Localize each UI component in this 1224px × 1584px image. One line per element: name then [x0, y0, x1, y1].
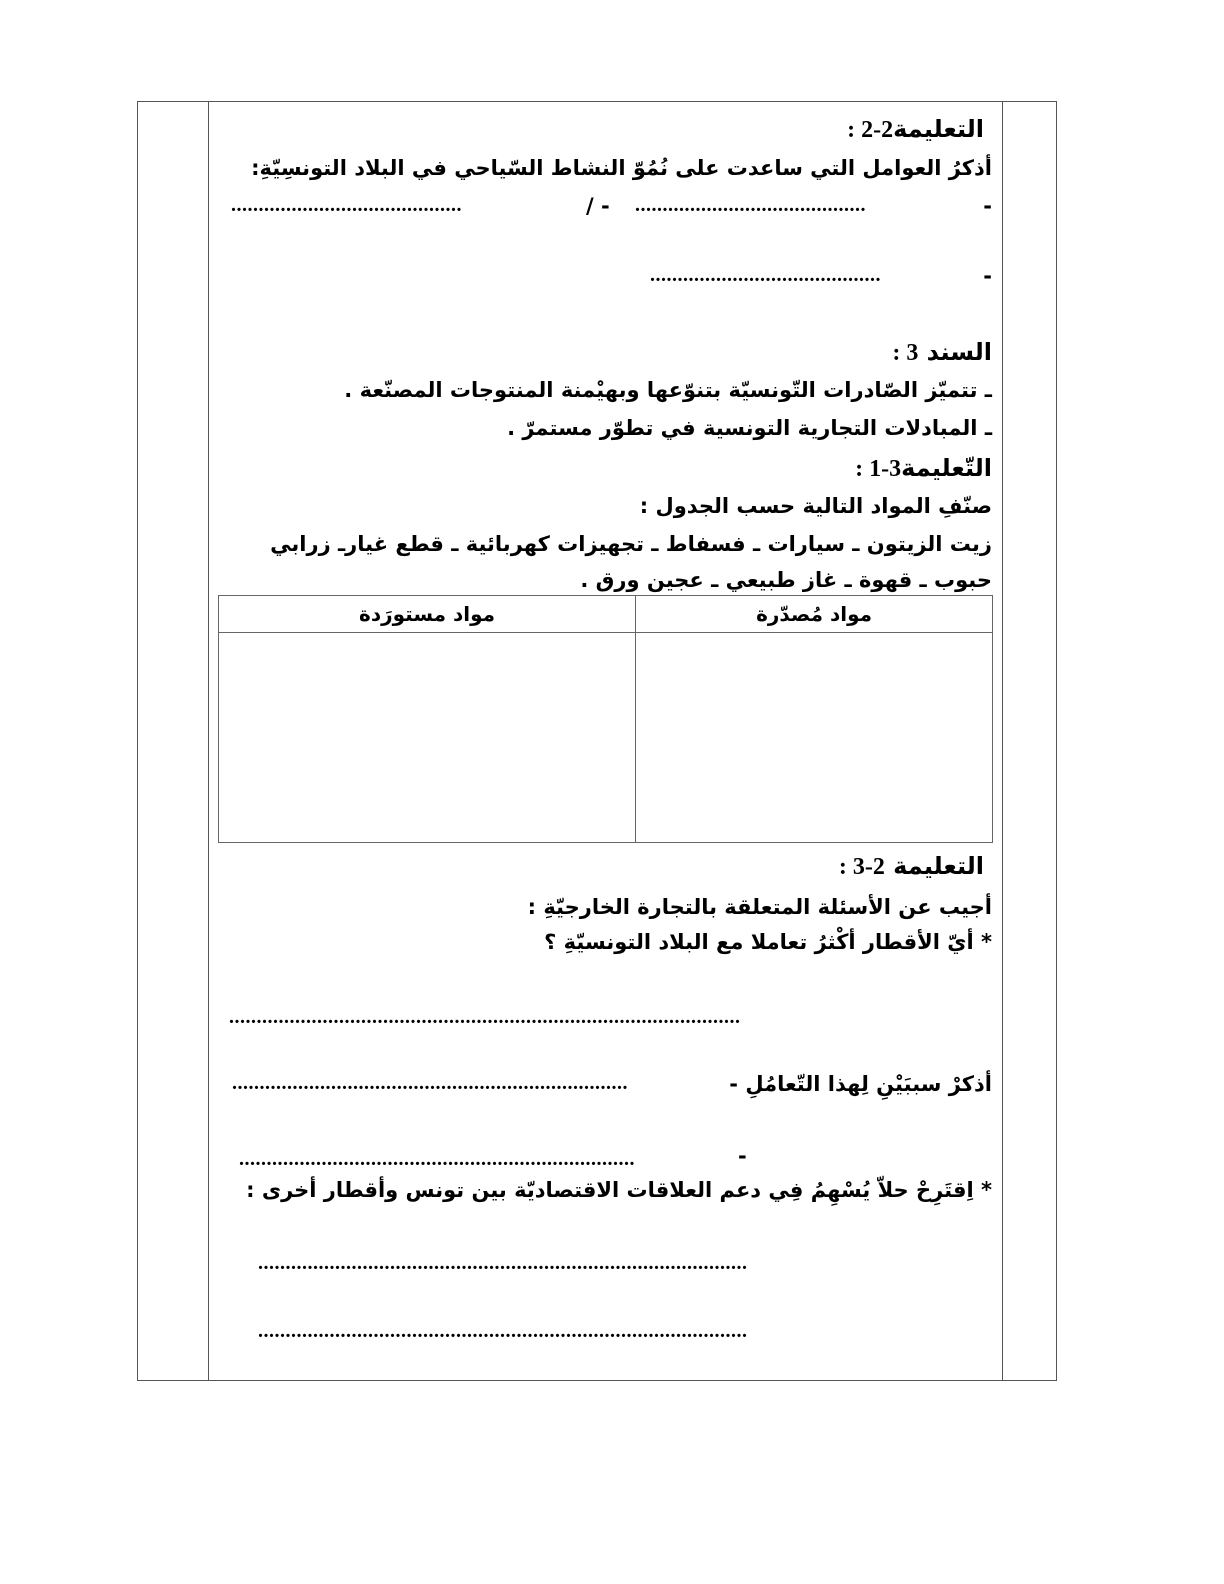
q32-answer2b[interactable]: ........................................................................	[239, 1148, 635, 1170]
q31-prompt: صنّفِ المواد التالية حسب الجدول :	[639, 494, 992, 518]
q32-heading-word: التعليمة	[893, 852, 984, 880]
sanad3-heading-num: 3 :	[892, 340, 919, 366]
q32-question3: * اِقتَرِحْ حلاّ يُسْهِمُ فِي دعم العلاقات الاقتصاديّة بين تونس وأقطار أخرى :	[246, 1178, 992, 1202]
col-exported-header: مواد مُصدّرة	[636, 596, 993, 633]
q22-separator: / -	[586, 194, 610, 218]
sanad3-line2: ـ المبادلات التجارية التونسية في تطوّر مستمرّ .	[507, 416, 992, 440]
sanad3-heading	[892, 338, 992, 367]
q32-question2: أذكرْ سببَيْنِ لِهذا التّعامُلِ -	[729, 1072, 992, 1096]
imported-answer-cell[interactable]	[219, 633, 636, 843]
q32-answer2a[interactable]: ........................................................................	[232, 1072, 628, 1094]
q22-answer-line2[interactable]: ..........................................	[650, 264, 881, 286]
left-margin-line	[208, 102, 209, 1380]
q22-dash2: -	[983, 264, 992, 288]
classification-table	[218, 595, 993, 843]
q31-heading-num: 3-1 :	[855, 456, 902, 482]
q22-heading-num: 2-2 :	[847, 117, 894, 143]
q31-heading	[855, 454, 992, 483]
right-margin-line	[1002, 102, 1003, 1380]
q22-heading-word: التعليمة	[893, 115, 984, 143]
sanad3-heading-word: السند	[926, 338, 992, 366]
q31-heading-word: التّعليمة	[901, 454, 992, 482]
sanad3-line1: ـ تتميّز الصّادرات التّونسيّة بتنوّعها وبهيْمنة المنتوجات المصنّعة .	[344, 378, 992, 402]
q22-prompt: أذكرُ العوامل التي ساعدت على نُمُوّ النشاط السّياحي في البلاد التونسِيّةِ:	[251, 156, 992, 180]
q32-question1: * أيّ الأقطار أكْثرُ تعاملا مع البلاد التونسيّةِ ؟	[544, 930, 992, 954]
q32-heading-num: 2-3 :	[838, 854, 885, 880]
q22-answer-line1b[interactable]: ..........................................	[635, 194, 866, 216]
q32-answer1[interactable]: .............................................................................................	[229, 1006, 741, 1028]
exported-answer-cell[interactable]	[636, 633, 993, 843]
q22-dash1: -	[983, 194, 992, 218]
q22-answer-line1a[interactable]: ..........................................	[231, 194, 462, 216]
q32-answer3b[interactable]: .........................................................................................	[258, 1320, 748, 1342]
q32-answer3a[interactable]: .........................................................................................	[258, 1252, 748, 1274]
q31-items-line1: زيت الزيتون ـ سيارات ـ فسفاط ـ تجهيزات كهربائية ـ قطع غيارـ زرابي	[270, 532, 992, 556]
q32-heading	[839, 852, 984, 881]
q31-items-line2: حبوب ـ قهوة ـ غاز طبيعي ـ عجين ورق .	[580, 568, 992, 592]
table-header-row	[219, 596, 993, 633]
table-answer-row	[219, 633, 993, 843]
q32-prompt: أجيب عن الأسئلة المتعلقة بالتجارة الخارجيّةِ :	[527, 895, 992, 919]
col-imported-header: مواد مستورَدة	[219, 596, 636, 633]
q32-dash3: -	[738, 1144, 747, 1168]
q22-heading	[847, 115, 984, 144]
